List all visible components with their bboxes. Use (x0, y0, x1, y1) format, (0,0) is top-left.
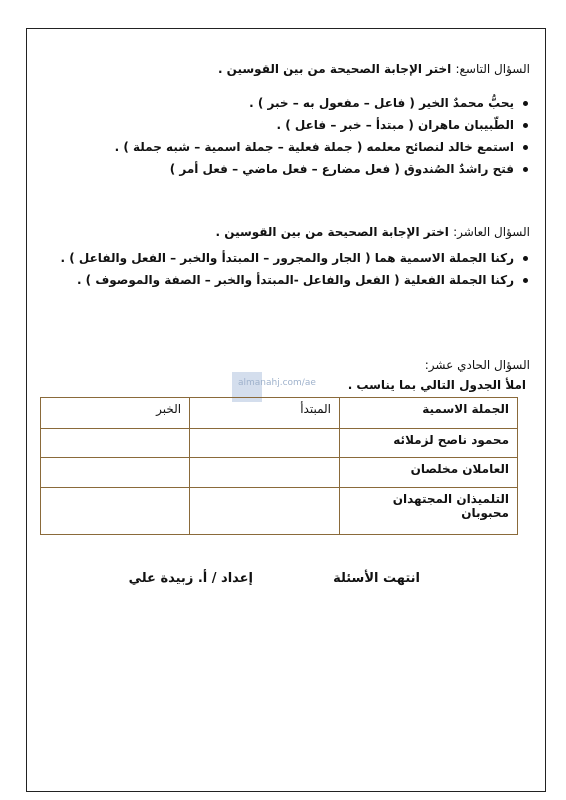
q10-item: ركنا الجملة الفعلية ( الفعل والفاعل -المبتدأ والخبر – الصفة والموصوف ) . (61, 269, 531, 291)
header-sentence: الجملة الاسمية (340, 398, 518, 429)
row-khabar-cell[interactable] (41, 429, 190, 458)
table-row (41, 487, 518, 534)
watermark-text: almanahj.com/ae (238, 378, 316, 388)
q9-title-prefix: السؤال التاسع: (455, 62, 530, 76)
row-mubtada-cell[interactable] (190, 487, 340, 534)
q11-table (40, 397, 518, 535)
q11-instruction: املأ الجدول التالي بما يناسب . (347, 378, 526, 392)
q9-title (218, 62, 530, 76)
row-sentence: محمود ناصح لزملائه (340, 429, 518, 458)
row-mubtada-cell[interactable] (190, 458, 340, 487)
q9-item: استمع خالد لنصائح معلمه ( جملة فعلية – جملة اسمية – شبه جملة ) . (115, 136, 530, 158)
q9-item: يحبُّ محمدٌ الخير ( فاعل – مفعول به – خبر ) . (115, 92, 530, 114)
q9-list (115, 92, 530, 180)
author-credit: إعداد / أ. زبيدة علي (128, 571, 253, 586)
header-mubtada: المبتدأ (190, 398, 340, 429)
q10-title-rest: اختر الإجابة الصحيحة من بين القوسين . (215, 225, 454, 239)
q11-title: السؤال الحادي عشر: (424, 358, 530, 372)
q9-item: الطّبيبان ماهران ( مبتدأ – خبر – فاعل ) . (115, 114, 530, 136)
q9-title-rest: اختر الإجابة الصحيحة من بين القوسين . (217, 62, 456, 76)
table-row (41, 429, 518, 458)
row-khabar-cell[interactable] (41, 487, 190, 534)
end-of-questions: انتهت الأسئلة (333, 571, 420, 586)
q10-list (61, 247, 531, 291)
table-row (41, 458, 518, 487)
row-khabar-cell[interactable] (41, 458, 190, 487)
q9-item: فتح راشدٌ الصُندوق ( فعل مضارع – فعل ماضي – فعل أمر ) (115, 158, 530, 180)
row-sentence: العاملان مخلصان (340, 458, 518, 487)
table-header-row (41, 398, 518, 429)
row-sentence: التلميذان المجتهدان محبوبان (340, 487, 518, 534)
q10-title (216, 225, 530, 239)
row-mubtada-cell[interactable] (190, 429, 340, 458)
q10-title-prefix: السؤال العاشر: (453, 225, 530, 239)
header-khabar: الخبر (41, 398, 190, 429)
q10-item: ركنا الجملة الاسمية هما ( الجار والمجرور – المبتدأ والخبر – الفعل والفاعل ) . (61, 247, 531, 269)
